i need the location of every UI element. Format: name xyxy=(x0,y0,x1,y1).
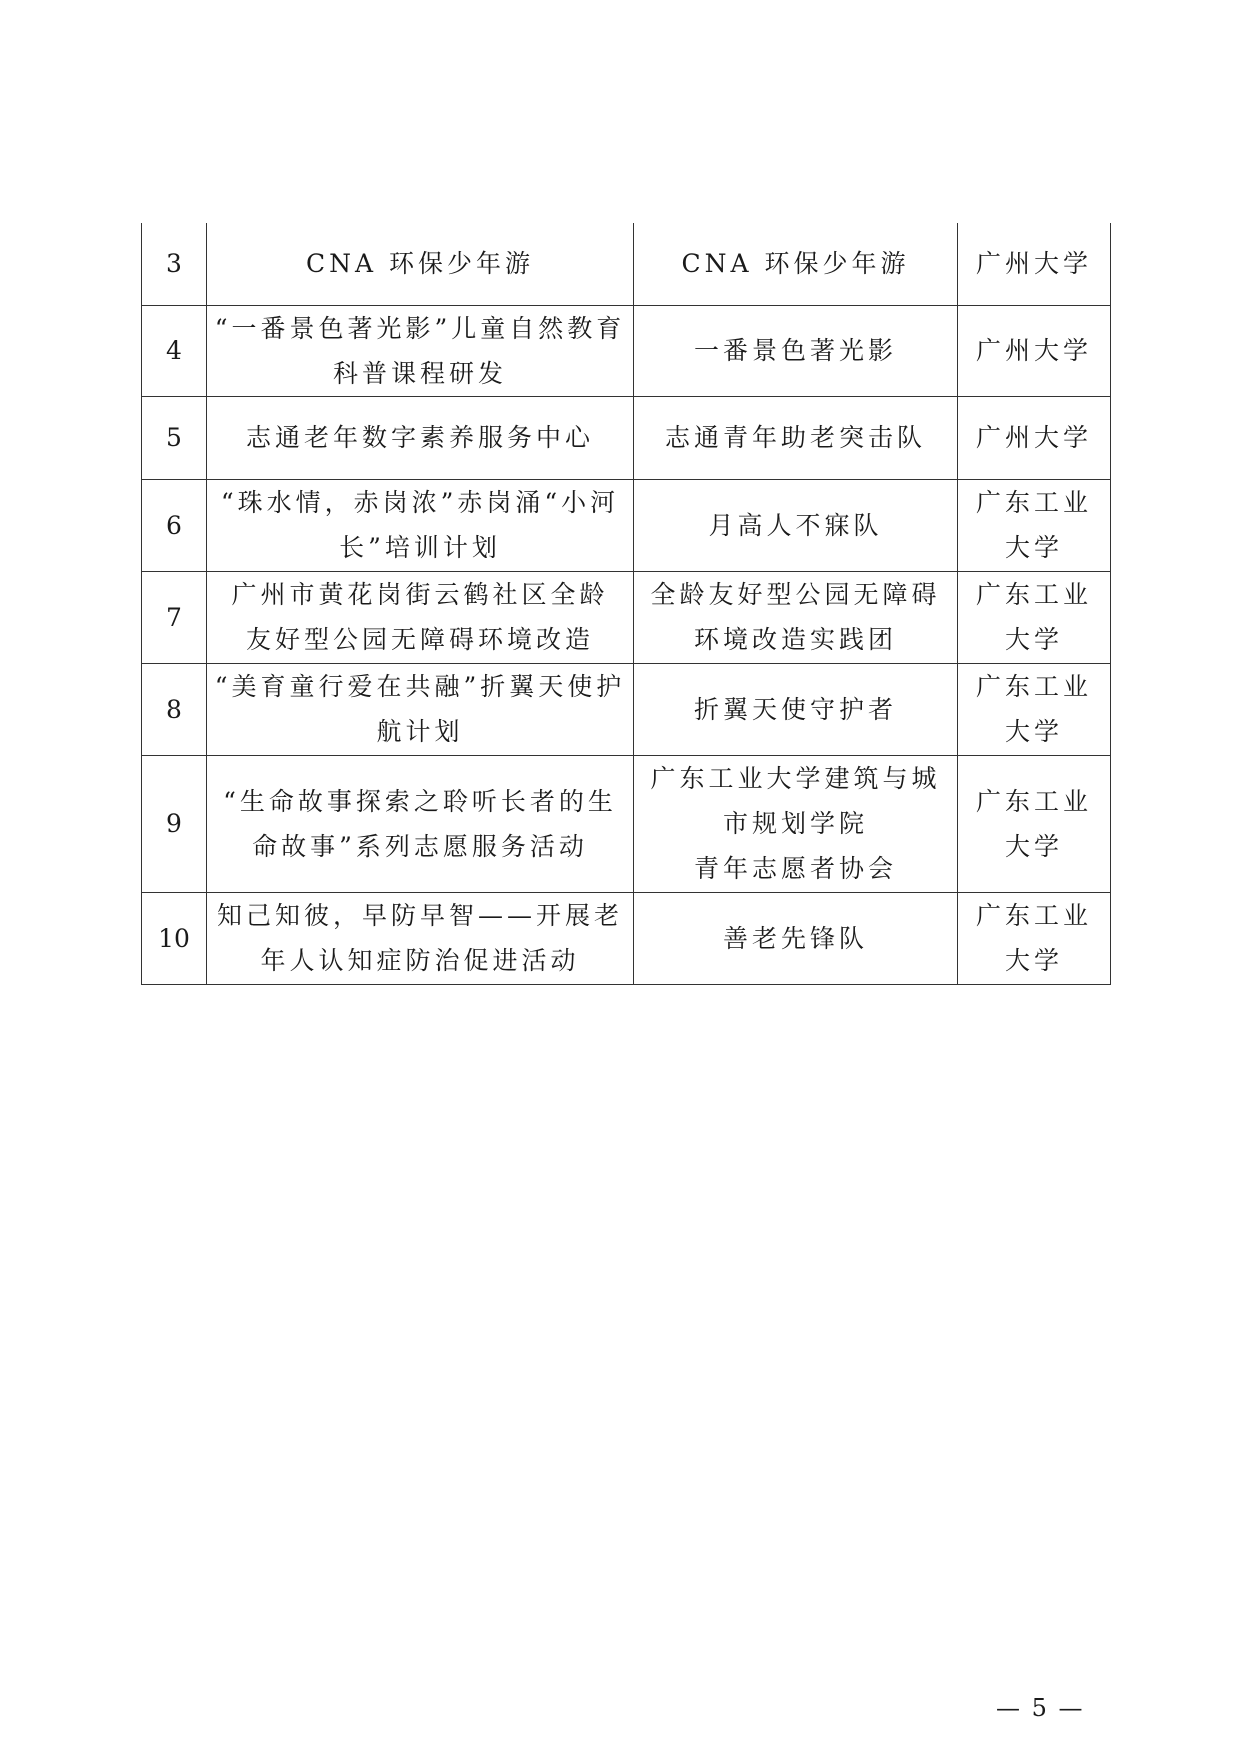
team-name-cell xyxy=(634,223,958,305)
project-name-line: 长”培训计划 xyxy=(339,533,501,562)
table-row xyxy=(142,892,1111,984)
project-name-cell xyxy=(207,663,634,755)
school-name-line: 大学 xyxy=(1004,831,1063,861)
project-name-cell xyxy=(207,571,634,663)
project-name-cell xyxy=(207,755,634,892)
project-name-cell xyxy=(207,396,634,479)
table-row xyxy=(142,396,1111,479)
school-name-cell xyxy=(958,396,1111,479)
project-name-line: 航计划 xyxy=(376,717,464,746)
team-name-cell xyxy=(634,305,958,396)
school-name-cell xyxy=(958,755,1111,892)
school-name-cell xyxy=(958,892,1111,984)
school-name-cell xyxy=(958,223,1111,305)
row-number-cell: 4 xyxy=(142,305,207,396)
project-name-line: “生命故事探索之聆听长者的生 xyxy=(223,786,617,816)
school-name-cell xyxy=(958,305,1111,396)
project-name-line: 友好型公园无障碍环境改造 xyxy=(245,625,594,654)
team-name-line: 青年志愿者协会 xyxy=(693,854,897,883)
row-number-cell: 3 xyxy=(142,223,207,305)
project-table xyxy=(141,223,1111,985)
team-name-line: 市规划学院 xyxy=(722,809,868,838)
school-name-line: 广州大学 xyxy=(975,249,1092,279)
team-name-line: 环境改造实践团 xyxy=(693,625,897,654)
project-name-line: “一番景色著光影”儿童自然教育 xyxy=(214,313,626,343)
project-name-cell xyxy=(207,479,634,571)
project-name-cell xyxy=(207,892,634,984)
school-name-line: 广州大学 xyxy=(975,336,1092,365)
table-row xyxy=(142,755,1111,892)
project-name-line: “美育童行爱在共融”折翼天使护 xyxy=(214,672,626,701)
project-name-line: “珠水情，赤岗浓”赤岗涌“小河 xyxy=(220,488,620,517)
table-body xyxy=(142,223,1111,984)
page-number: — 5 — xyxy=(996,1694,1085,1722)
team-name-cell xyxy=(634,892,958,984)
team-name-line: 善老先锋队 xyxy=(722,923,868,953)
school-name-line: 大学 xyxy=(1004,625,1063,654)
project-name-line: 广州市黄花岗街云鹤社区全龄 xyxy=(231,580,609,609)
table-row xyxy=(142,663,1111,755)
team-name-line: CNA 环保少年游 xyxy=(681,249,910,279)
team-name-cell xyxy=(634,663,958,755)
row-number-cell: 8 xyxy=(142,663,207,755)
row-number-cell: 9 xyxy=(142,755,207,892)
row-number-cell: 5 xyxy=(142,396,207,479)
school-name-cell xyxy=(958,571,1111,663)
project-name-line: 年人认知症防治促进活动 xyxy=(260,946,580,975)
team-name-cell xyxy=(634,479,958,571)
team-name-cell xyxy=(634,396,958,479)
table-row xyxy=(142,305,1111,396)
table-row xyxy=(142,571,1111,663)
school-name-line: 广东工业 xyxy=(975,580,1092,609)
project-name-line: 科普课程研发 xyxy=(332,358,507,388)
team-name-cell xyxy=(634,755,958,892)
project-name-line: 知己知彼，早防早智——开展老 xyxy=(216,901,623,930)
school-name-line: 大学 xyxy=(1004,946,1063,975)
school-name-cell xyxy=(958,479,1111,571)
team-name-line: 志通青年助老突击队 xyxy=(664,423,926,452)
row-number-cell: 10 xyxy=(142,892,207,984)
school-name-line: 广东工业 xyxy=(975,672,1092,701)
table-row xyxy=(142,223,1111,305)
school-name-cell xyxy=(958,663,1111,755)
row-number-cell: 6 xyxy=(142,479,207,571)
school-name-line: 广州大学 xyxy=(975,423,1092,452)
team-name-line: 月高人不寐队 xyxy=(708,510,883,540)
team-name-line: 广东工业大学建筑与城 xyxy=(650,764,941,793)
school-name-line: 广东工业 xyxy=(975,901,1092,930)
project-name-line: 命故事”系列志愿服务活动 xyxy=(252,831,588,861)
table-row xyxy=(142,479,1111,571)
team-name-line: 一番景色著光影 xyxy=(693,336,897,365)
team-name-line: 全龄友好型公园无障碍 xyxy=(650,580,941,609)
project-name-line: CNA 环保少年游 xyxy=(305,249,534,279)
school-name-line: 广东工业 xyxy=(975,488,1092,517)
school-name-line: 大学 xyxy=(1004,533,1063,562)
project-name-cell xyxy=(207,223,634,305)
project-name-cell xyxy=(207,305,634,396)
row-number-cell: 7 xyxy=(142,571,207,663)
project-name-line: 志通老年数字素养服务中心 xyxy=(245,423,594,452)
team-name-line: 折翼天使守护者 xyxy=(693,694,897,724)
school-name-line: 大学 xyxy=(1004,717,1063,746)
team-name-cell xyxy=(634,571,958,663)
school-name-line: 广东工业 xyxy=(975,786,1092,816)
